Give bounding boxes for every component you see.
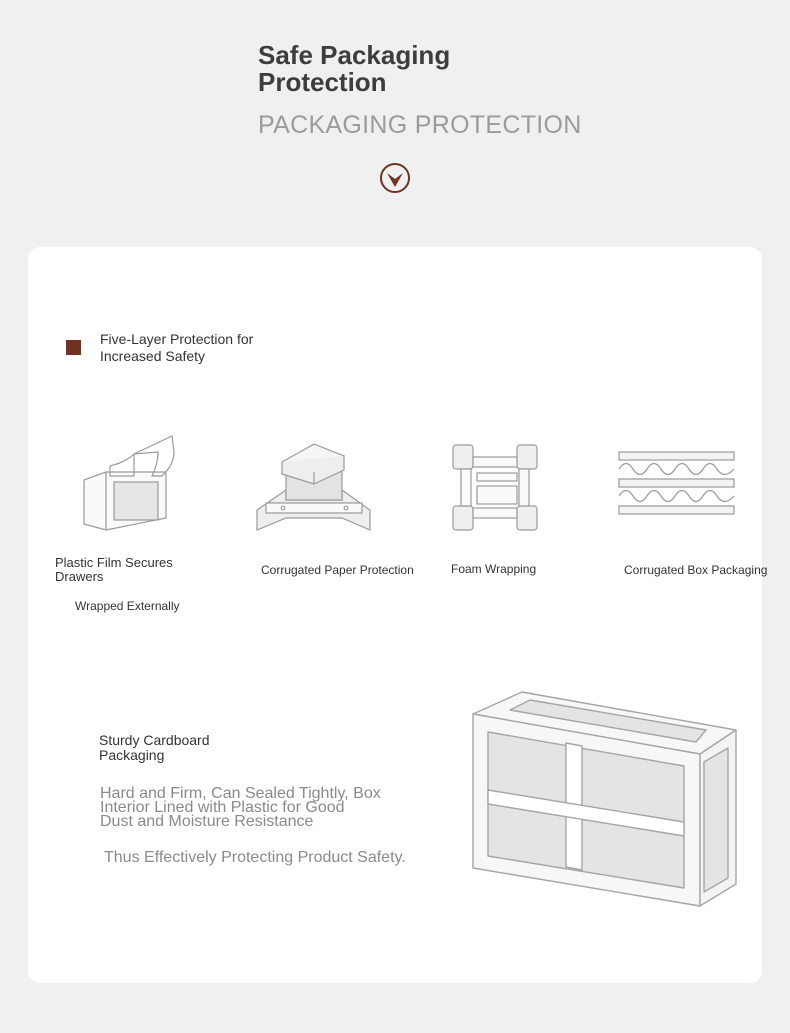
page-subtitle: PACKAGING PROTECTION: [258, 111, 582, 139]
title-line-1: Safe Packaging: [258, 40, 451, 70]
corrugated-paper-icon: [256, 440, 372, 532]
layer-4-label: Corrugated Box Packaging: [624, 563, 768, 577]
section-bullet: [66, 340, 81, 355]
page-title: [258, 42, 450, 96]
layer-1-label: Plastic Film Secures Drawers: [55, 555, 173, 584]
layer-3-label: Foam Wrapping: [451, 562, 537, 576]
corrugated-box-icon: [618, 450, 736, 518]
feature-description-summary: Thus Effectively Protecting Product Safety.: [104, 849, 406, 866]
section-heading: Five-Layer Protection for Increased Safety: [100, 331, 254, 364]
feature-title: Sturdy Cardboard Packaging: [99, 732, 210, 763]
cardboard-box-illustration: [470, 688, 740, 910]
chevron-down-icon[interactable]: [379, 162, 411, 194]
feature-description: Hard and Firm, Can Sealed Tightly, Box Interior Lined with Plastic for Good Dust and Moisture Resistance: [100, 785, 381, 830]
layer-2-label: Corrugated Paper Protection: [261, 563, 414, 577]
plastic-film-icon: [82, 432, 176, 532]
title-line-2: Protection: [258, 67, 387, 97]
foam-wrapping-icon: [452, 444, 540, 532]
layer-1-caption: Wrapped Externally: [75, 599, 180, 613]
